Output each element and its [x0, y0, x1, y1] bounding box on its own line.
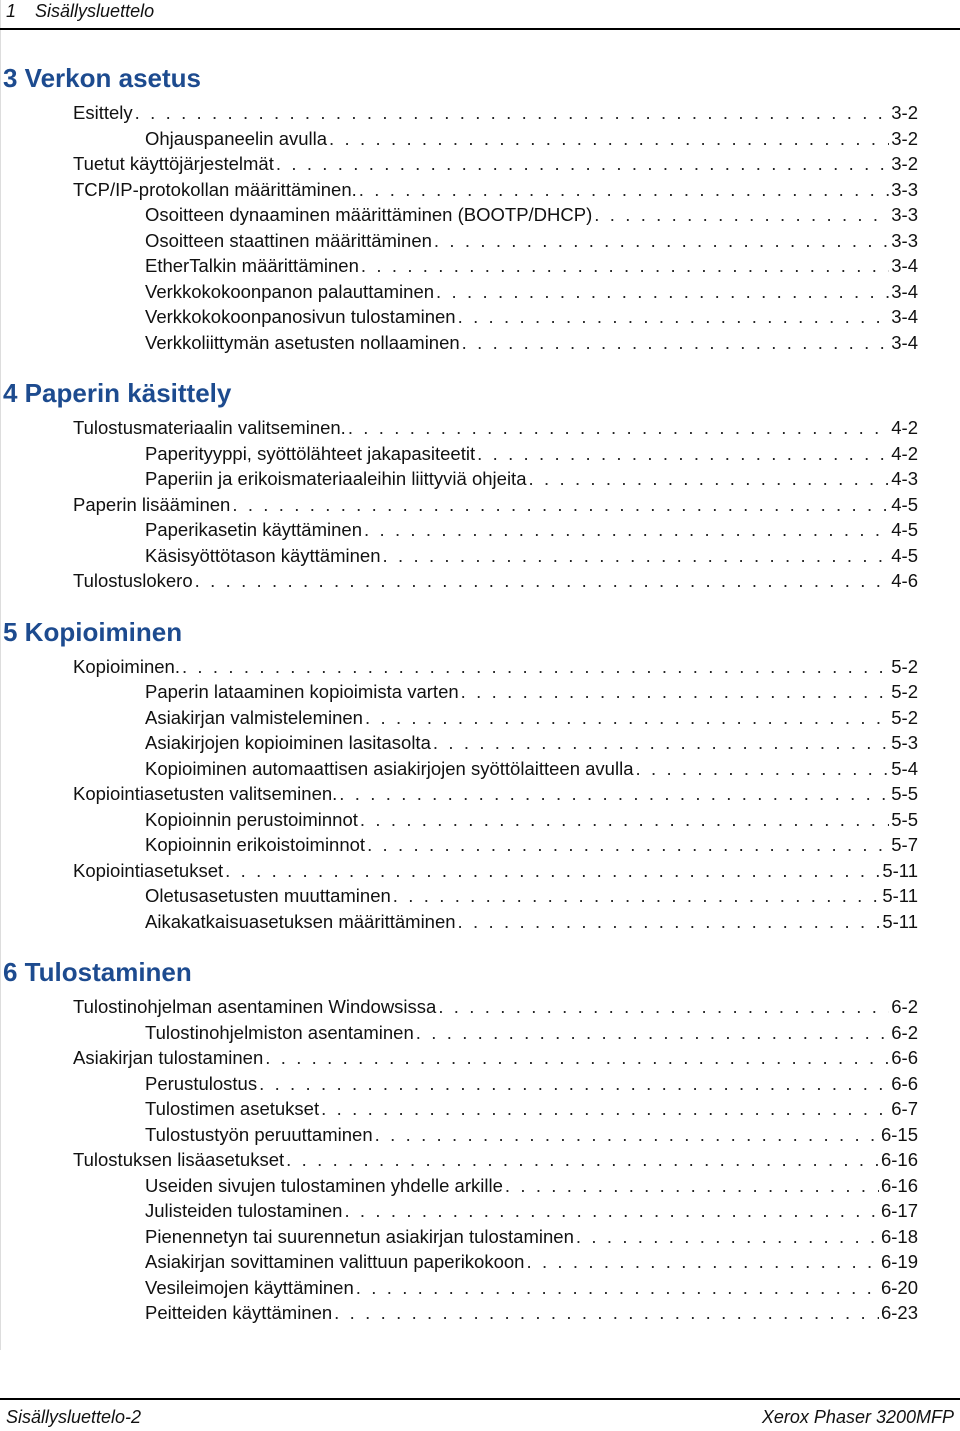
dot-leader [594, 202, 889, 228]
dot-leader [458, 909, 881, 935]
toc-entry[interactable] [0, 151, 960, 177]
dot-leader [433, 730, 889, 756]
toc-subentry[interactable] [0, 330, 960, 356]
entry-title: Pienennetyn tai suurennetun asiakirjan tulostaminen [145, 1225, 574, 1247]
toc-entry[interactable] [0, 781, 960, 807]
toc-subentry[interactable] [0, 441, 960, 467]
table-of-contents [0, 62, 960, 1326]
entry-page-number: 4-5 [891, 544, 918, 566]
entry-page-number: 3-4 [891, 255, 918, 276]
toc-subentry[interactable] [0, 1224, 960, 1250]
toc-entries [0, 415, 960, 594]
toc-entry[interactable] [0, 1045, 960, 1071]
toc-subentry[interactable] [0, 730, 960, 756]
entry-page-number: 5-4 [891, 757, 918, 779]
toc-subentry[interactable] [0, 1020, 960, 1046]
running-header [6, 0, 154, 22]
entry-title: Kopioiminen automaattisen asiakirjojen syöttölaitteen avulla [145, 757, 634, 779]
dot-leader [182, 654, 889, 680]
toc-subentry[interactable] [0, 1275, 960, 1301]
entry-title: Osoitteen staattinen määrittäminen [145, 229, 432, 251]
entry-page-number: 5-5 [891, 808, 918, 830]
dot-leader [434, 228, 889, 254]
entry-title: Käsisyöttötason käyttäminen [145, 544, 381, 566]
entry-page-number: 4-5 [891, 519, 918, 540]
dot-leader [365, 705, 889, 731]
entry-title: Julisteiden tulostaminen [145, 1200, 343, 1221]
toc-subentry[interactable] [0, 756, 960, 782]
dot-leader [360, 807, 889, 833]
dot-leader [505, 1173, 879, 1199]
entry-title: Tulostinohjelman asentaminen Windowsissa [73, 996, 437, 1017]
dot-leader [265, 1045, 889, 1071]
dot-leader [135, 100, 890, 126]
header-title: Sisällysluettelo [35, 1, 155, 21]
entry-title: Tulostusmateriaalin valitseminen. [73, 417, 346, 438]
entry-page-number: 3-3 [891, 229, 918, 251]
entry-title: Kopioinnin perustoiminnot [145, 808, 358, 830]
entry-title: Tulostustyön peruuttaminen [145, 1123, 373, 1145]
toc-subentry[interactable] [0, 228, 960, 254]
entry-page-number: 5-2 [891, 706, 918, 728]
toc-entries [0, 100, 960, 355]
dot-leader [461, 679, 890, 705]
dot-leader [436, 279, 889, 305]
toc-entry[interactable] [0, 654, 960, 680]
entry-page-number: 6-2 [891, 996, 918, 1017]
dot-leader [339, 781, 889, 807]
toc-subentry[interactable] [0, 1071, 960, 1097]
entry-page-number: 4-5 [891, 493, 918, 515]
toc-subentry[interactable] [0, 202, 960, 228]
toc-section [0, 62, 960, 355]
header-rule [0, 28, 960, 30]
section-heading[interactable]: 3 Verkon asetus [3, 63, 201, 93]
dot-leader [361, 253, 889, 279]
entry-title: Osoitteen dynaaminen määrittäminen (BOOTP/DHCP) [145, 204, 593, 225]
entry-title: Oletusasetusten muuttaminen [145, 885, 391, 906]
entry-page-number: 3-2 [891, 102, 918, 123]
toc-entry[interactable] [0, 177, 960, 203]
toc-subentry[interactable] [0, 807, 960, 833]
dot-leader [576, 1224, 879, 1250]
toc-section [0, 956, 960, 1326]
entry-page-number: 3-2 [891, 127, 918, 149]
dot-leader [526, 1249, 879, 1275]
toc-subentry[interactable] [0, 543, 960, 569]
toc-section [0, 616, 960, 935]
entry-page-number: 6-18 [880, 1225, 918, 1247]
entry-page-number: 4-2 [891, 442, 918, 464]
entry-title: Verkkokokoonpanosivun tulostaminen [145, 306, 456, 327]
entry-page-number: 5-3 [891, 732, 918, 753]
footer-page-label: Sisällysluettelo-2 [6, 1407, 142, 1427]
entry-title: Paperin lataaminen kopioimista varten [145, 681, 459, 702]
entry-title: Kopiointiasetusten valitseminen. [73, 783, 338, 804]
entry-title: Paperikasetin käyttäminen [145, 519, 362, 540]
entry-title: Tulostinohjelmiston asentaminen [145, 1021, 414, 1043]
entry-page-number: 6-19 [880, 1251, 918, 1272]
entry-page-number: 6-23 [880, 1302, 918, 1323]
toc-subentry[interactable] [0, 1122, 960, 1148]
entry-title: Tulostuslokero [73, 570, 193, 591]
dot-leader [348, 415, 889, 441]
toc-subentry[interactable] [0, 304, 960, 330]
entry-page-number: 5-2 [891, 681, 918, 702]
entry-title: Paperiin ja erikoismateriaaleihin liittyviä ohjeita [145, 468, 527, 489]
entry-page-number: 6-2 [891, 1021, 918, 1043]
entry-title: Paperin lisääminen [73, 493, 231, 515]
toc-subentry[interactable] [0, 126, 960, 152]
toc-subentry[interactable] [0, 253, 960, 279]
entry-page-number: 6-16 [880, 1174, 918, 1196]
toc-subentry[interactable] [0, 517, 960, 543]
toc-section [0, 377, 960, 594]
toc-entry[interactable] [0, 858, 960, 884]
entry-title: TCP/IP-protokollan määrittäminen. [73, 178, 357, 200]
entry-title: Kopioinnin erikoistoiminnot [145, 834, 366, 855]
dot-leader [195, 568, 890, 594]
entry-page-number: 4-3 [891, 468, 918, 489]
dot-leader [225, 858, 880, 884]
entry-page-number: 5-11 [882, 910, 918, 932]
entry-page-number: 5-11 [882, 859, 918, 881]
dot-leader [232, 492, 889, 518]
entry-title: Kopioiminen. [73, 655, 180, 677]
entry-title: Asiakirjan tulostaminen [73, 1047, 264, 1068]
entry-page-number: 4-2 [891, 417, 918, 438]
entry-title: EtherTalkin määrittäminen [145, 255, 359, 276]
entry-page-number: 5-7 [891, 834, 918, 855]
dot-leader [321, 1096, 889, 1122]
toc-subentry[interactable] [0, 1249, 960, 1275]
entry-title: Verkkoliittymän asetusten nollaaminen [145, 331, 460, 353]
dot-leader [276, 151, 889, 177]
entry-title: Asiakirjan sovittaminen valittuun paperikokoon [145, 1251, 525, 1272]
entry-title: Vesileimojen käyttäminen [145, 1276, 354, 1298]
dot-leader [359, 177, 889, 203]
dot-leader [416, 1020, 890, 1046]
toc-subentry[interactable] [0, 1300, 960, 1326]
toc-subentry[interactable] [0, 909, 960, 935]
toc-entry[interactable] [0, 1147, 960, 1173]
toc-entry[interactable] [0, 100, 960, 126]
entry-title: Peitteiden käyttäminen [145, 1302, 333, 1323]
entry-page-number: 5-5 [891, 783, 918, 804]
entry-page-number: 3-3 [891, 204, 918, 225]
dot-leader [477, 441, 889, 467]
entry-title: Asiakirjojen kopioiminen lasitasolta [145, 732, 431, 753]
entry-title: Paperityyppi, syöttölähteet jakapasiteetit [145, 442, 476, 464]
footer-product-name: Xerox Phaser 3200MFP [761, 1407, 954, 1427]
dot-leader [259, 1071, 889, 1097]
toc-subentry[interactable] [0, 679, 960, 705]
dot-leader [393, 883, 881, 909]
toc-subentry[interactable] [0, 832, 960, 858]
entry-page-number: 6-17 [880, 1200, 918, 1221]
toc-entry[interactable] [0, 492, 960, 518]
toc-subentry[interactable] [0, 705, 960, 731]
dot-leader [344, 1198, 879, 1224]
toc-subentry[interactable] [0, 883, 960, 909]
entry-title: Verkkokokoonpanon palauttaminen [145, 280, 435, 302]
section-heading[interactable]: 4 Paperin käsittely [3, 378, 232, 408]
entry-title: Tulostimen asetukset [145, 1098, 320, 1119]
entry-page-number: 6-6 [891, 1072, 918, 1094]
entry-page-number: 3-4 [891, 280, 918, 302]
toc-entries [0, 994, 960, 1326]
toc-entries [0, 654, 960, 935]
dot-leader [356, 1275, 879, 1301]
toc-entry[interactable] [0, 415, 960, 441]
entry-title: Tulostuksen lisäasetukset [73, 1149, 285, 1170]
entry-page-number: 3-3 [891, 178, 918, 200]
toc-entry[interactable] [0, 568, 960, 594]
entry-title: Aikakatkaisuasetuksen määrittäminen [145, 910, 456, 932]
dot-leader [364, 517, 889, 543]
toc-subentry[interactable] [0, 466, 960, 492]
dot-leader [529, 466, 890, 492]
dot-leader [334, 1300, 879, 1326]
entry-page-number: 6-15 [880, 1123, 918, 1145]
entry-page-number: 4-6 [891, 570, 918, 591]
dot-leader [383, 543, 890, 569]
dot-leader [367, 832, 889, 858]
dot-leader [329, 126, 889, 152]
dot-leader [635, 756, 889, 782]
entry-title: Kopiointiasetukset [73, 859, 224, 881]
entry-page-number: 5-2 [891, 655, 918, 677]
entry-page-number: 6-20 [880, 1276, 918, 1298]
toc-entry[interactable] [0, 994, 960, 1020]
entry-page-number: 3-2 [891, 153, 918, 174]
entry-page-number: 5-11 [882, 885, 918, 906]
toc-subentry[interactable] [0, 1096, 960, 1122]
entry-title: Ohjauspaneelin avulla [145, 127, 328, 149]
section-heading[interactable]: 5 Kopioiminen [3, 616, 183, 647]
entry-title: Perustulostus [145, 1072, 258, 1094]
entry-title: Asiakirjan valmisteleminen [145, 706, 363, 728]
entry-page-number: 3-4 [891, 331, 918, 353]
section-heading[interactable]: 6 Tulostaminen [3, 957, 192, 987]
footer-rule [0, 1398, 960, 1400]
dot-leader [462, 330, 890, 356]
toc-subentry[interactable] [0, 1173, 960, 1199]
dot-leader [375, 1122, 879, 1148]
dot-leader [286, 1147, 879, 1173]
entry-title: Esittely [73, 102, 133, 123]
entry-title: Tuetut käyttöjärjestelmät [73, 153, 274, 174]
entry-page-number: 3-4 [891, 306, 918, 327]
entry-page-number: 6-6 [891, 1047, 918, 1068]
header-page-number: 1 [6, 1, 17, 21]
toc-subentry[interactable] [0, 279, 960, 305]
entry-page-number: 6-7 [891, 1098, 918, 1119]
dot-leader [438, 994, 889, 1020]
entry-page-number: 6-16 [880, 1149, 918, 1170]
toc-subentry[interactable] [0, 1198, 960, 1224]
entry-title: Useiden sivujen tulostaminen yhdelle arkille [145, 1174, 503, 1196]
dot-leader [458, 304, 890, 330]
